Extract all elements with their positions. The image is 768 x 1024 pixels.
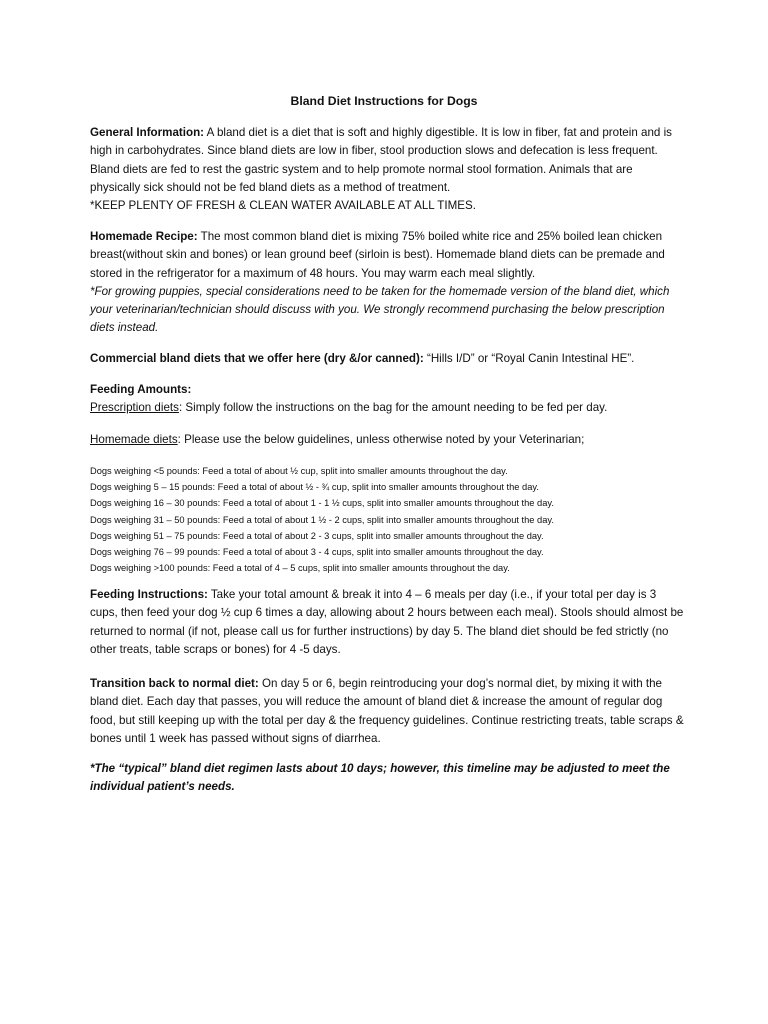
commercial-diets-heading: Commercial bland diets that we offer here (dry &/or canned): bbox=[90, 352, 424, 365]
list-item: Dogs weighing <5 pounds: Feed a total of about ½ cup, split into smaller amounts throughout the day. bbox=[90, 466, 508, 476]
commercial-diets-text: “Hills I/D” or “Royal Canin Intestinal HE”. bbox=[426, 352, 635, 365]
list-item: Dogs weighing 31 – 50 pounds: Feed a total of about 1 ½ - 2 cups, split into smaller amounts throughout the day. bbox=[90, 514, 554, 525]
homemade-recipe-text: The most common bland diet is mixing 75% boiled white rice and 25% boiled lean chicken breast(without skin and bones) or lean ground beef (sirloin is best). Homemade bland diets can be premade and stored in the refrigerator for a maximum of 48 hours. You may warm each meal slightly. bbox=[90, 230, 665, 280]
feeding-instructions-section bbox=[90, 586, 684, 659]
list-item: Dogs weighing 76 – 99 pounds: Feed a total of about 3 - 4 cups, split into smaller amounts throughout the day. bbox=[90, 547, 544, 558]
prescription-diets-label: Prescription diets bbox=[90, 401, 179, 415]
puppy-note: *For growing puppies, special considerations need to be taken for the homemade version of the bland diet, which your veterinarian/technician should discuss with you. We strongly recommend purchasing the below prescription diets instead. bbox=[90, 284, 670, 335]
prescription-diets-text: : Simply follow the instructions on the bag for the amount needing to be fed per day. bbox=[178, 401, 608, 415]
list-item: Dogs weighing 5 – 15 pounds: Feed a total of about ½ - ¾ cup, split into smaller amounts throughout the day. bbox=[90, 482, 539, 493]
commercial-diets-section bbox=[90, 350, 684, 368]
homemade-diets-label: Homemade diets bbox=[90, 433, 178, 446]
general-information-section bbox=[90, 124, 684, 215]
list-item: Dogs weighing >100 pounds: Feed a total of 4 – 5 cups, split into smaller amounts throughout the day. bbox=[90, 563, 510, 574]
list-item: Dogs weighing 51 – 75 pounds: Feed a total of about 2 - 3 cups, split into smaller amounts throughout the day. bbox=[90, 530, 544, 541]
general-information-text: A bland diet is a diet that is soft and highly digestible. It is low in fiber, fat and protein and is high in carbohydrates. Since bland diets are low in fiber, stool production slows and defecation is less frequent. Bland diets are fed to rest the gastric system and to help promote normal stool formation. Animals that are physically sick should not be fed bland diets as a method of treatment. bbox=[90, 126, 672, 194]
feeding-amounts-section bbox=[90, 381, 684, 418]
water-note: *KEEP PLENTY OF FRESH & CLEAN WATER AVAILABLE AT ALL TIMES. bbox=[90, 199, 476, 213]
feeding-guidelines-list bbox=[90, 463, 684, 576]
document-title: Bland Diet Instructions for Dogs bbox=[290, 94, 478, 108]
transition-section bbox=[90, 675, 684, 748]
transition-heading: Transition back to normal diet: bbox=[90, 677, 259, 690]
regimen-footer-note: *The “typical” bland diet regimen lasts about 10 days; however, this timeline may be adjusted to meet the individual patient’s needs. bbox=[90, 762, 670, 794]
feeding-instructions-text: Take your total amount & break it into 4 – 6 meals per day (i.e., if your total per day is 3 cups, then feed your dog ½ cup 6 times a day, allowing about 2 hours between each meal). Stools should almost be returned to normal (if not, please call us for further instructions) by day 5. The bland diet should be fed strictly (no other treats, table scraps or bones) for 4 -5 days. bbox=[90, 588, 684, 656]
transition-text: On day 5 or 6, begin reintroducing your dog’s normal diet, by mixing it with the bland diet. Each day that passes, you will reduce the amount of bland diet & increase the amount of regular dog food, but still keeping up with the total per day & the frequency guidelines. Continue restricting treats, table scraps & bones until 1 week has passed without signs of diarrhea. bbox=[90, 677, 684, 745]
homemade-diets-line bbox=[90, 431, 684, 449]
feeding-instructions-heading: Feeding Instructions: bbox=[90, 588, 208, 601]
prescription-diets-line bbox=[90, 399, 684, 417]
list-item: Dogs weighing 16 – 30 pounds: Feed a total of about 1 - 1 ½ cups, split into smaller amounts throughout the day. bbox=[90, 498, 554, 509]
homemade-diets-text: : Please use the below guidelines, unless otherwise noted by your Veterinarian; bbox=[177, 433, 585, 446]
homemade-recipe-heading: Homemade Recipe: bbox=[90, 230, 198, 243]
general-information-heading: General Information: bbox=[90, 126, 205, 139]
feeding-amounts-heading: Feeding Amounts: bbox=[90, 383, 192, 396]
homemade-recipe-section bbox=[90, 228, 684, 338]
